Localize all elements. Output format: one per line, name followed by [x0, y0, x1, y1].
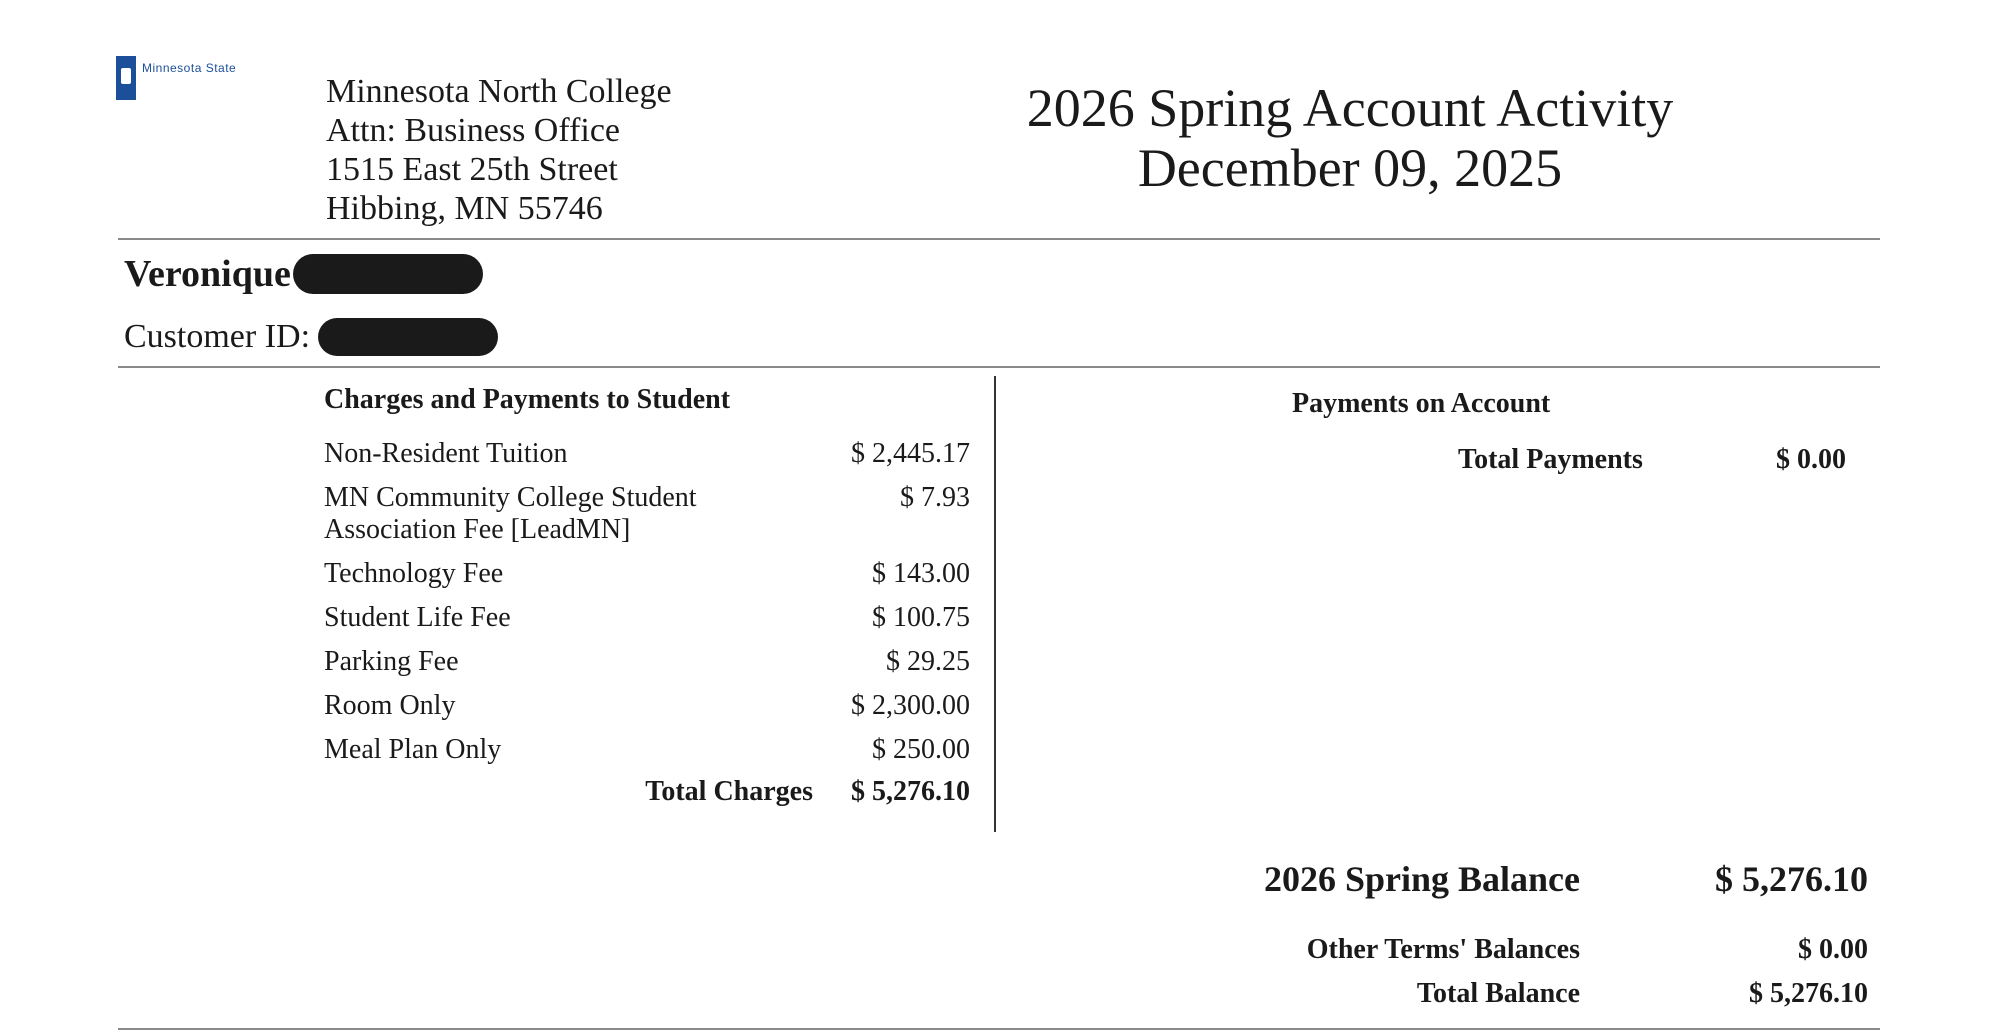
charges-heading: Charges and Payments to Student: [324, 384, 731, 415]
charge-row: [324, 734, 970, 766]
statement-date: December 09, 2025: [1137, 138, 1563, 198]
total-balance-label: Total Balance: [1416, 978, 1580, 1009]
charge-amount: $ 2,445.17: [851, 438, 970, 469]
total-balance-amount: $ 5,276.10: [1749, 978, 1868, 1009]
charge-description: Technology Fee: [324, 558, 504, 589]
charge-description: Non-Resident Tuition: [324, 438, 568, 469]
college-address: [326, 72, 672, 228]
statement-title: [940, 78, 1760, 198]
charge-row: [324, 558, 970, 590]
address-line: 1515 East 25th Street: [326, 151, 618, 188]
term-balance-amount: $ 5,276.10: [1715, 859, 1868, 899]
charges-panel: [324, 384, 970, 808]
other-terms-amount: $ 0.00: [1798, 934, 1868, 965]
payments-heading: Payments on Account: [1292, 388, 1551, 419]
charge-description: Room Only: [324, 690, 456, 721]
charge-amount: $ 100.75: [872, 602, 970, 633]
redacted-surname: [293, 254, 483, 294]
logo-mark-icon: [116, 56, 136, 100]
charge-row: [324, 482, 970, 546]
charge-description: Student Life Fee: [324, 602, 511, 633]
redacted-customer-id: [318, 318, 498, 356]
charge-description: Parking Fee: [324, 646, 459, 677]
charge-amount: $ 143.00: [872, 558, 970, 589]
college-logo: [116, 56, 236, 100]
charge-amount: $ 250.00: [872, 734, 970, 765]
statement-title-term: 2026 Spring Account Activity: [1026, 78, 1674, 138]
logo-text: Minnesota State: [142, 61, 237, 75]
total-payments-label: Total Payments: [1458, 444, 1643, 475]
total-charges-label: Total Charges: [645, 776, 813, 807]
total-payments-amount: $ 0.00: [1776, 444, 1846, 475]
charge-row: [324, 438, 970, 470]
charge-amount: $ 29.25: [886, 646, 970, 677]
student-name: Veronique: [124, 253, 291, 295]
customer-id-row: [124, 318, 498, 356]
charge-row: [324, 690, 970, 722]
charge-row: [324, 602, 970, 634]
footer-divider: [118, 1028, 1880, 1030]
address-line: Minnesota North College: [326, 73, 672, 110]
charge-row: [324, 646, 970, 678]
charge-amount: $ 2,300.00: [851, 690, 970, 721]
column-divider: [994, 376, 996, 832]
student-divider: [118, 366, 1880, 368]
address-line: Hibbing, MN 55746: [326, 190, 603, 227]
charge-amount: $ 7.93: [900, 482, 970, 513]
header-divider: [118, 238, 1880, 240]
total-charges-amount: $ 5,276.10: [851, 776, 970, 807]
customer-id-label: Customer ID:: [124, 318, 311, 355]
total-charges-row: [324, 776, 970, 808]
term-balance-label: 2026 Spring Balance: [1263, 859, 1580, 899]
other-terms-label: Other Terms' Balances: [1306, 934, 1580, 965]
student-name-row: [124, 252, 483, 296]
charge-description: Meal Plan Only: [324, 734, 502, 765]
charge-description: MN Community College Student Association Fee [LeadMN]: [324, 482, 697, 545]
address-line: Attn: Business Office: [326, 112, 621, 149]
